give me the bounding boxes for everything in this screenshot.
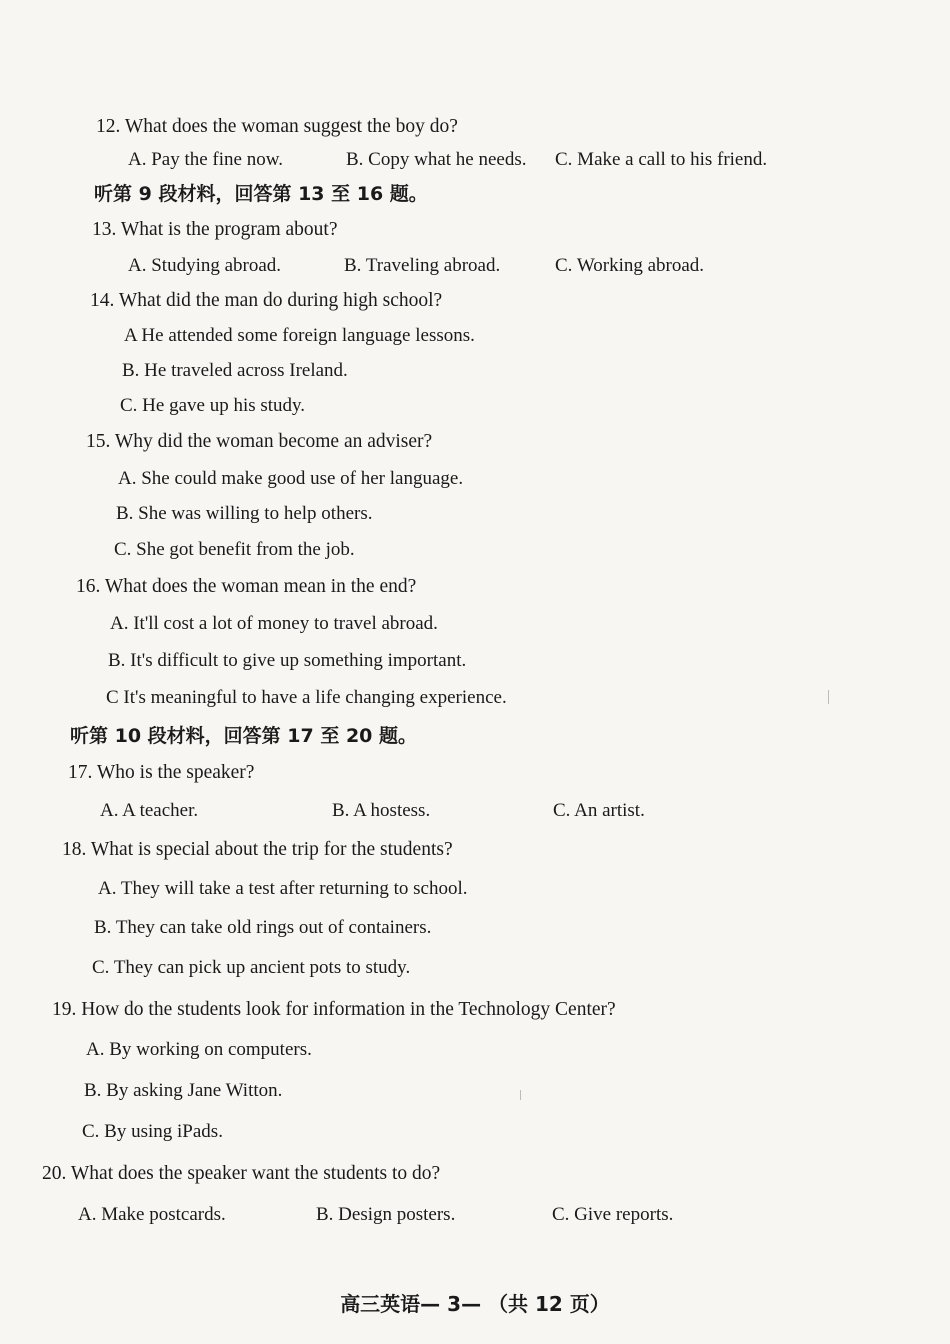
option-18a: A. They will take a test after returning to school.: [98, 878, 468, 899]
question-12: 12. What does the woman suggest the boy do?: [96, 116, 458, 137]
question-20: 20. What does the speaker want the students to do?: [42, 1163, 441, 1184]
option-20a: A. Make postcards.: [78, 1204, 226, 1225]
question-17: 17. Who is the speaker?: [68, 762, 255, 783]
option-15b: B. She was willing to help others.: [116, 503, 373, 524]
question-15: 15. Why did the woman become an adviser?: [86, 431, 433, 452]
question-13: 13. What is the program about?: [92, 219, 338, 240]
option-15a: A. She could make good use of her language.: [118, 468, 464, 489]
option-16b: B. It's difficult to give up something important.: [108, 650, 467, 671]
option-12c: C. Make a call to his friend.: [555, 149, 768, 170]
option-16c: C It's meaningful to have a life changing experience.: [106, 687, 507, 708]
option-15c: C. She got benefit from the job.: [114, 539, 355, 560]
option-20c: C. Give reports.: [552, 1204, 674, 1225]
option-18b: B. They can take old rings out of containers.: [94, 917, 432, 938]
option-19a: A. By working on computers.: [86, 1039, 312, 1060]
option-19c: C. By using iPads.: [82, 1121, 223, 1142]
question-14: 14. What did the man do during high school?: [90, 290, 443, 311]
question-18: 18. What is special about the trip for the students?: [62, 839, 453, 860]
scan-speck: [520, 1090, 521, 1100]
option-19b: B. By asking Jane Witton.: [84, 1080, 283, 1101]
page-footer: 高三英语— 3— （共 12 页）: [340, 1292, 610, 1316]
option-17b: B. A hostess.: [332, 800, 431, 821]
option-12b: B. Copy what he needs.: [346, 149, 527, 170]
option-17a: A. A teacher.: [100, 800, 199, 821]
scan-speck: [828, 690, 829, 704]
question-19: 19. How do the students look for information in the Technology Center?: [52, 999, 616, 1020]
section-9-instruction: 听第 9 段材料，回答第 13 至 16 题。: [94, 183, 428, 205]
option-13c: C. Working abroad.: [555, 255, 705, 276]
question-16: 16. What does the woman mean in the end?: [76, 576, 417, 597]
option-14c: C. He gave up his study.: [120, 395, 306, 416]
option-18c: C. They can pick up ancient pots to study.: [92, 957, 411, 978]
option-20b: B. Design posters.: [316, 1204, 456, 1225]
option-12a: A. Pay the fine now.: [128, 149, 283, 170]
option-17c: C. An artist.: [553, 800, 645, 821]
option-16a: A. It'll cost a lot of money to travel abroad.: [110, 613, 438, 634]
option-14a: A He attended some foreign language lessons.: [124, 325, 475, 346]
option-14b: B. He traveled across Ireland.: [122, 360, 348, 381]
option-13a: A. Studying abroad.: [128, 255, 282, 276]
section-10-instruction: 听第 10 段材料，回答第 17 至 20 题。: [70, 725, 418, 747]
option-13b: B. Traveling abroad.: [344, 255, 501, 276]
